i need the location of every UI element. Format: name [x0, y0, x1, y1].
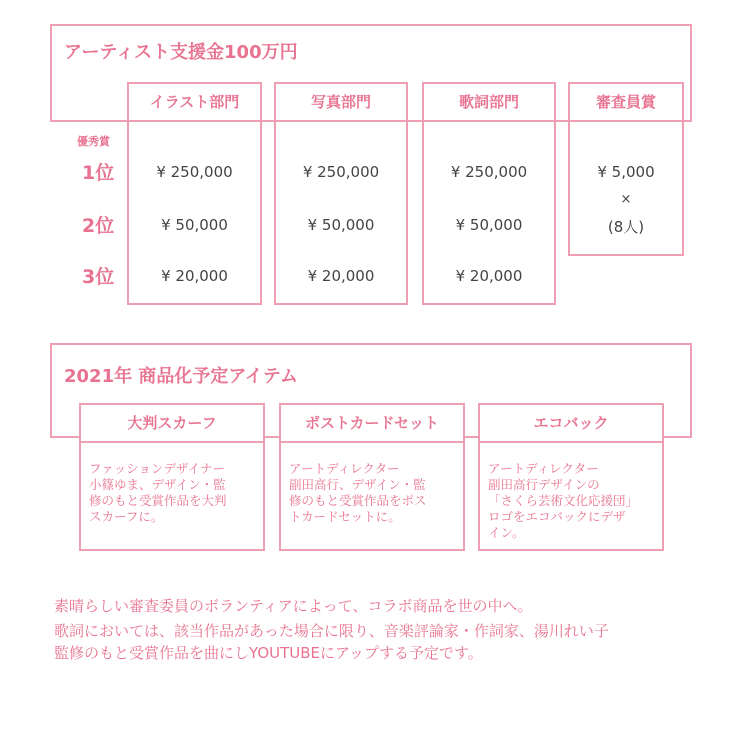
- judge-award: [568, 82, 684, 256]
- amount-2nd: ¥ 50,000: [455, 216, 523, 234]
- amount-1st: ¥ 250,000: [156, 163, 233, 181]
- amount-3rd: ¥ 20,000: [307, 267, 375, 285]
- footer-line-3: 監修のもと受賞作品を曲にしYOUTUBEにアップする予定です。: [54, 644, 483, 662]
- amount-2nd: ¥ 50,000: [307, 216, 375, 234]
- category-lyrics: [422, 82, 556, 305]
- products-title: 2021年 商品化予定アイテム: [64, 366, 298, 387]
- rank-3: 3位: [82, 266, 115, 288]
- best-award-label: 優秀賞: [77, 135, 110, 148]
- amount-3rd: ¥ 20,000: [161, 267, 228, 285]
- product-name: ポストカードセット: [281, 405, 463, 443]
- footer-line-2: 歌詞においては、該当作品があった場合に限り、音楽評論家・作詞家、湯川れい子: [54, 622, 609, 640]
- rank-2: 2位: [82, 215, 115, 237]
- product-name: 大判スカーフ: [81, 405, 263, 443]
- footer-line-1: 素晴らしい審査委員のボランティアによって、コラボ商品を世の中へ。: [54, 597, 533, 615]
- judge-award-header: 審査員賞: [570, 84, 682, 122]
- amount-1st: ¥ 250,000: [302, 163, 380, 181]
- judge-amount: ¥ 5,000: [597, 163, 655, 181]
- category-header: 歌詞部門: [424, 84, 554, 122]
- awards-title: アーティスト支援金100万円: [64, 42, 298, 63]
- amount-2nd: ¥ 50,000: [161, 216, 228, 234]
- product-description: ファッションデザイナー 小篠ゆま、デザイン・監 修のもと受賞作品を大判 スカーフに。: [89, 461, 227, 524]
- rank-1: 1位: [82, 162, 115, 184]
- product-description: アートディレクター 副田高行、デザイン・監 修のもと受賞作品をポス トカードセットに。: [289, 461, 427, 524]
- category-illustration: [127, 82, 262, 305]
- judge-count: (8人): [607, 218, 645, 236]
- amount-3rd: ¥ 20,000: [455, 267, 523, 285]
- product-scarf: [79, 403, 265, 551]
- category-photo: [274, 82, 408, 305]
- category-header: イラスト部門: [129, 84, 260, 122]
- amount-1st: ¥ 250,000: [450, 163, 528, 181]
- product-eco-bag: [478, 403, 664, 551]
- category-header: 写真部門: [276, 84, 406, 122]
- product-name: エコバック: [480, 405, 662, 443]
- judge-times: ×: [620, 192, 632, 207]
- product-postcard-set: [279, 403, 465, 551]
- product-description: アートディレクター 副田高行デザインの 「さくら芸術文化応援団」 ロゴをエコバックにデザ イン。: [488, 461, 639, 540]
